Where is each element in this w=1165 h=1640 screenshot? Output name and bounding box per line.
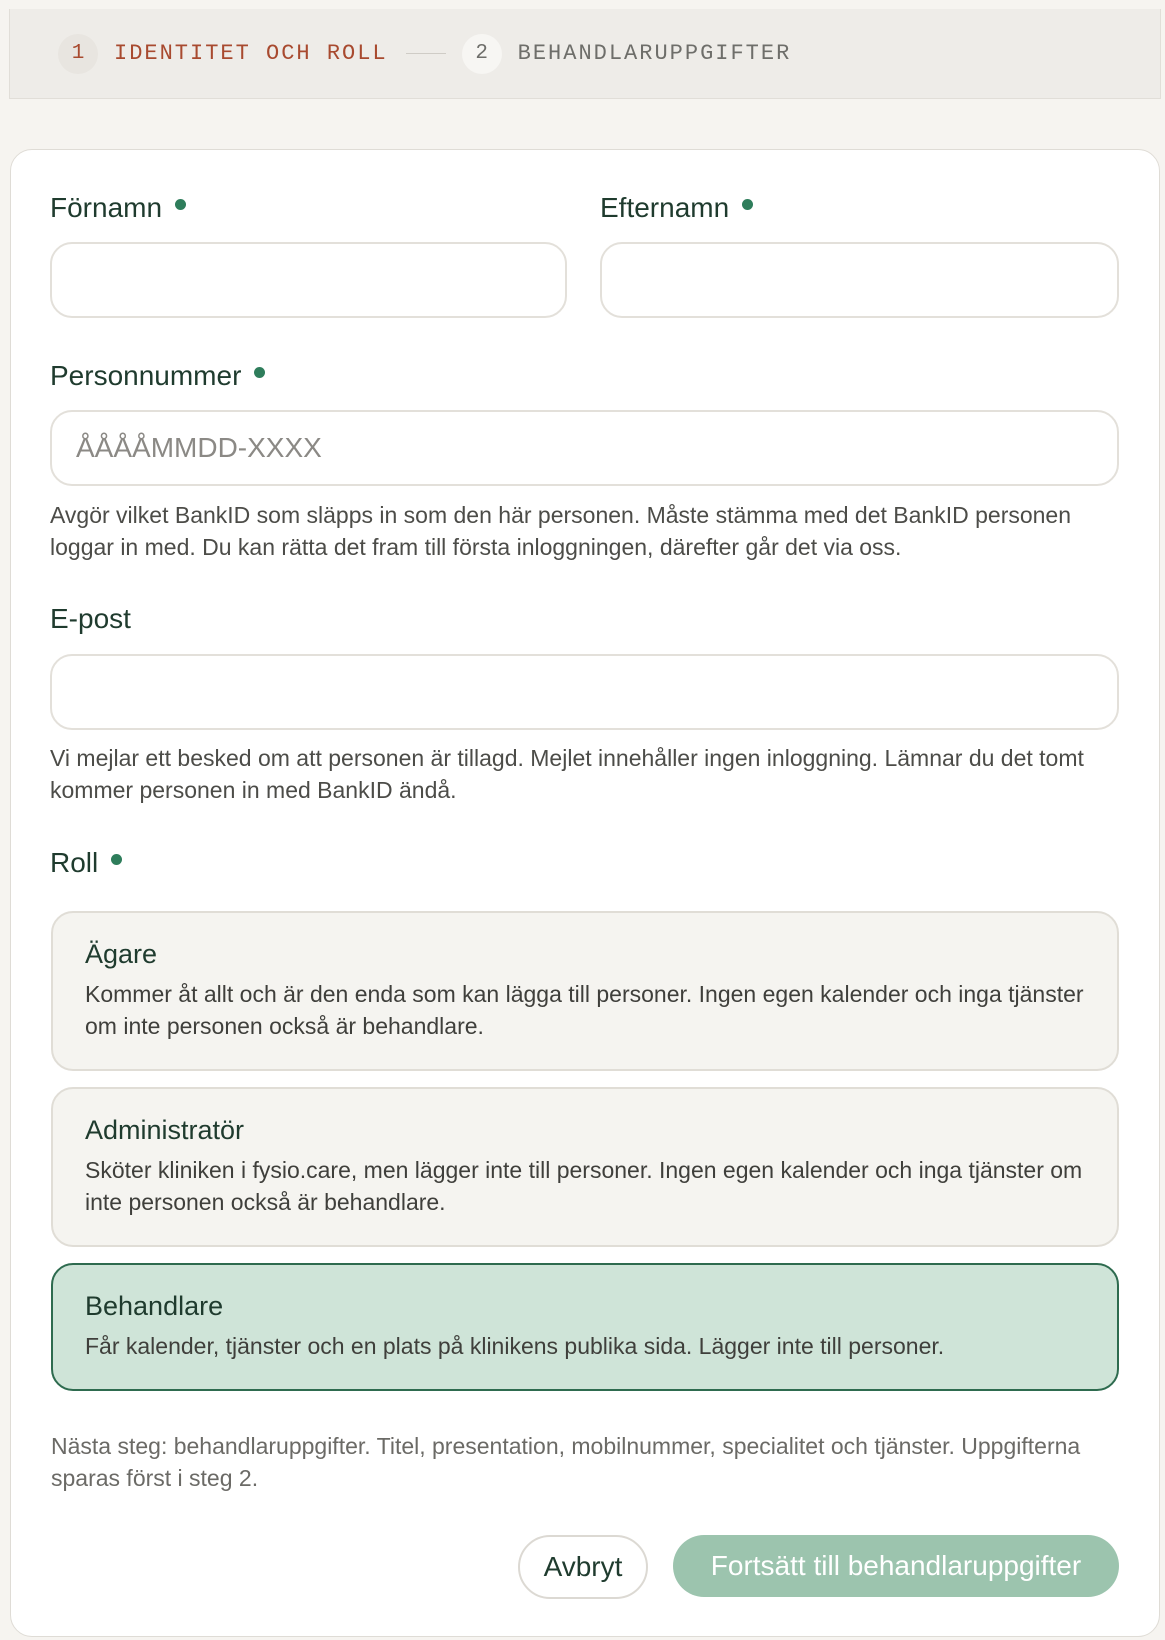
- first-name-label: [50, 192, 186, 224]
- personal-number-help: Avgör vilket BankID som släpps in som den här personen. Måste stämma med det BankID personen loggar in med. Du kan rätta det fram till första inloggningen, därefter går det via oss.: [50, 502, 1072, 560]
- email-label: [50, 603, 131, 635]
- personal-number-label-text: Personnummer: [50, 360, 242, 391]
- role-label: [50, 847, 122, 879]
- first-name-input[interactable]: [50, 242, 567, 318]
- step-number: 2: [462, 34, 502, 74]
- role-description: Kommer åt allt och är den enda som kan lägga till personer. Ingen egen kalender och inga tjänster om inte personen också är behandlare.: [85, 981, 1084, 1039]
- role-title: Ägare: [85, 939, 158, 969]
- role-option-owner[interactable]: [51, 911, 1119, 1071]
- personal-number-label: [50, 360, 265, 392]
- required-indicator: [254, 367, 265, 378]
- first-name-label-text: Förnamn: [50, 192, 163, 223]
- last-name-input[interactable]: [600, 242, 1119, 318]
- add-person-form: [10, 149, 1160, 1637]
- role-title: Administratör: [85, 1115, 245, 1145]
- role-title: Behandlare: [85, 1291, 224, 1321]
- step-number: 1: [58, 34, 98, 74]
- required-indicator: [111, 854, 122, 865]
- required-indicator: [175, 199, 186, 210]
- cancel-button[interactable]: Avbryt: [518, 1535, 648, 1599]
- email-input[interactable]: [50, 654, 1119, 730]
- next-step-note: Nästa steg: behandlaruppgifter. Titel, presentation, mobilnummer, specialitet och tjänster. Uppgifterna sparas först i steg 2.: [51, 1433, 1081, 1491]
- last-name-label-text: Efternamn: [600, 192, 730, 223]
- personal-number-input[interactable]: [50, 410, 1119, 486]
- step-practitioner-details[interactable]: [462, 34, 792, 74]
- email-label-text: E-post: [50, 603, 131, 634]
- role-option-practitioner[interactable]: [51, 1263, 1119, 1391]
- step-connector: [406, 53, 446, 54]
- role-label-text: Roll: [50, 847, 99, 878]
- role-description: Sköter kliniken i fysio.care, men lägger inte till personer. Ingen egen kalender och inga tjänster om inte personen också är behandlare.: [85, 1157, 1083, 1215]
- role-option-administrator[interactable]: [51, 1087, 1119, 1247]
- continue-button[interactable]: Fortsätt till behandlaruppgifter: [673, 1535, 1119, 1597]
- step-identity-role[interactable]: [58, 34, 388, 74]
- step-label: IDENTITET OCH ROLL: [114, 41, 388, 66]
- stepper: [9, 9, 1161, 99]
- role-description: Får kalender, tjänster och en plats på klinikens publika sida. Lägger inte till personer.: [85, 1333, 945, 1359]
- step-label: BEHANDLARUPPGIFTER: [517, 41, 792, 66]
- email-help: Vi mejlar ett besked om att personen är tillagd. Mejlet innehåller ingen inloggning. Lämnar du det tomt kommer personen in med BankID ändå.: [50, 745, 1084, 803]
- last-name-label: [600, 192, 753, 224]
- required-indicator: [742, 199, 753, 210]
